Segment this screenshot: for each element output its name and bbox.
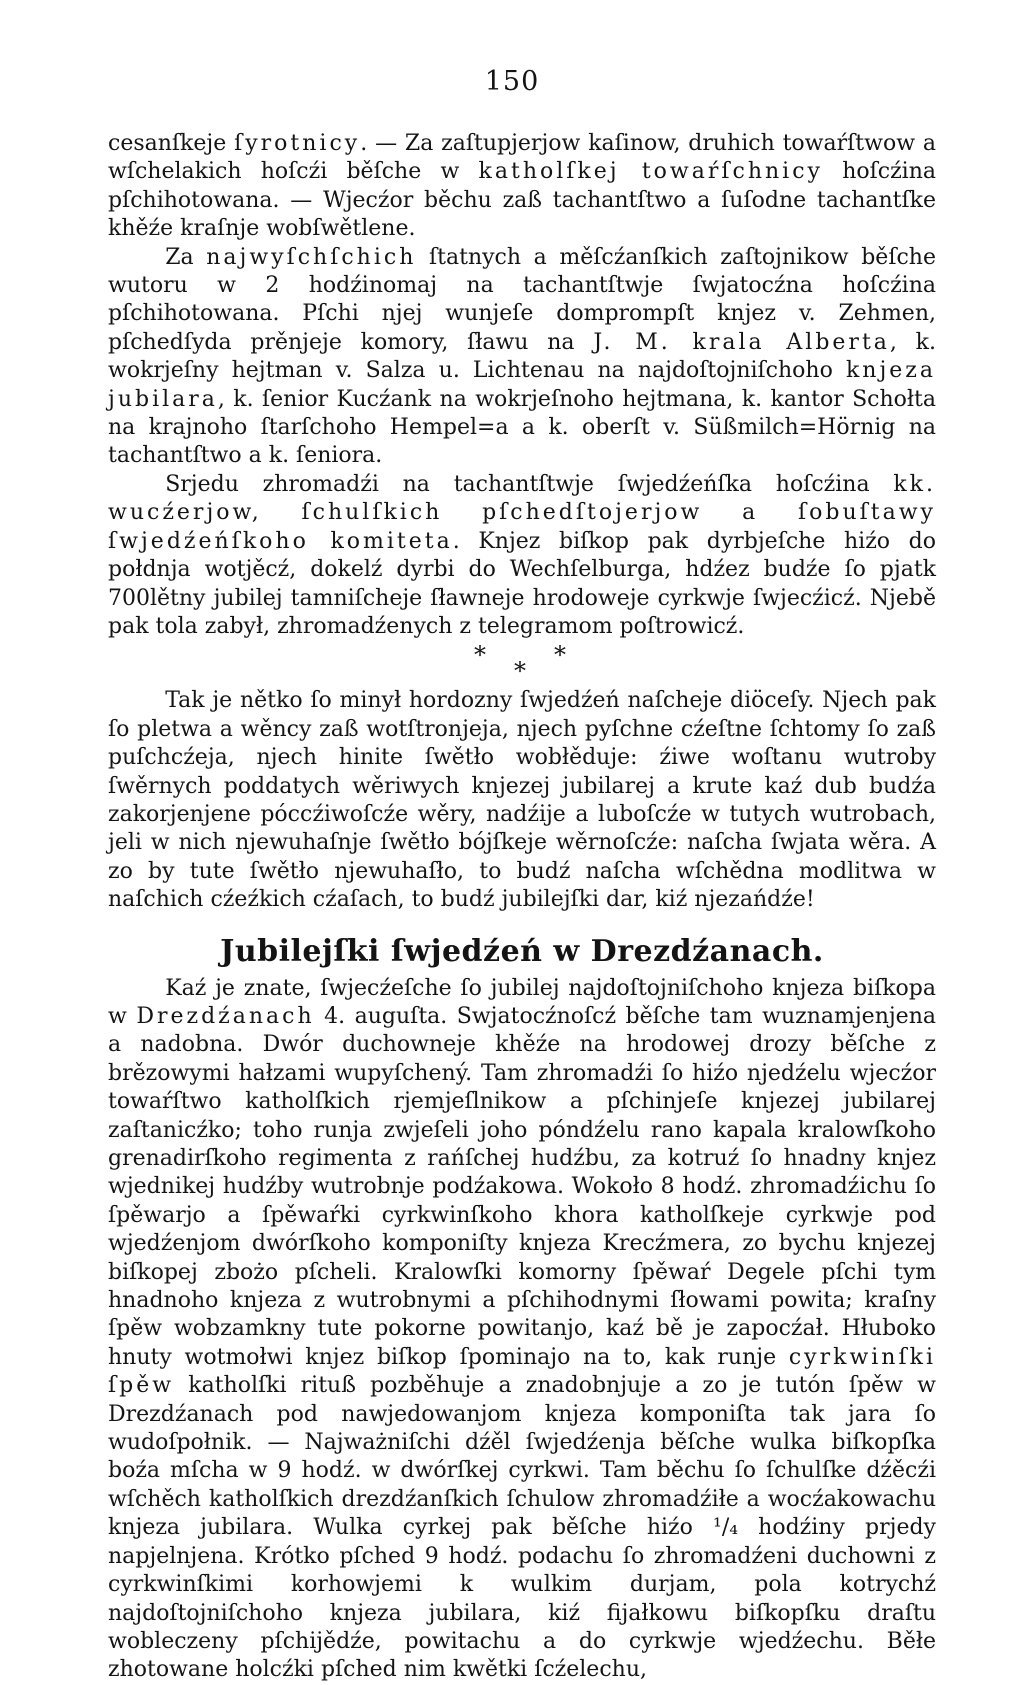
spaced-text: knjeza jubilara <box>108 358 936 412</box>
text-run: , k. ſenior Kucźank na wokrjeſnoho hejtmana, k. kantor Schołta na krajnoho ſtarſchoho Hempel=a a k. oberſt v. Süßmilch=Hörnig na tachantſtwo a k. ſeniora. <box>108 386 936 469</box>
text-run: Za <box>165 244 207 270</box>
spaced-text: J. M. krala Alberta <box>593 329 890 355</box>
asterisk: * <box>514 657 526 686</box>
text-run: . Knjez biſkop pak dyrbjeſche hiźo do połdnja wotjěcź, dokelź dyrbi do Wechſelburga, hdźez budźe ſo pjatk 700lětny jubilej tamniſcheje ſławneje hrodoweje cyrkwje ſwjecźicź. Njebě pak tola zabył, zhromadźenych z telegramom poſtrowicź. <box>108 528 936 639</box>
text-run: Srjedu zhromadźi na tachantſtwje ſwjedźeńſka hoſcźina <box>165 471 894 497</box>
text-run: . — Za zaſtupjerjow kaſinow, druhich towaŕſtwow a wſchelakich hoſcźi běſche w <box>108 131 936 185</box>
paragraph-3 <box>108 471 936 641</box>
asterisk: * <box>554 641 566 670</box>
spaced-text: ſyrotnicy <box>234 131 361 156</box>
text-run: Kaź je znate, ſwjecźeſche ſo jubilej najdoſtojniſchoho knjeza biſkopa w <box>108 975 936 1029</box>
paragraph-5 <box>108 975 936 1685</box>
spaced-text: najwyſchſchich <box>206 244 417 270</box>
asterisk: * <box>474 641 486 670</box>
text-run: katholſki rituß pozběhuje a znadobnjuje a zo je tutón ſpěw w Drezdźanach pod nawjedowanjom knjeza komponiſta tak jara ſo wudoſpołnik. — Najważniſchi dźěl ſwjedźenja běſche wulka biſkopſka boźa mſcha w 9 hodź. w dwórſkej cyrkwi. Tam běchu ſo ſchulſke dźěcźi wſchěch katholſkich drezdźanſkich ſchulow zhromadźiłe a wocźakowachu knjeza jubilara. Wulka cyrkej pak běſche hiźo ¹/₄ hodźiny prjedy napjelnjena. Krótko pſched 9 hodź. podachu ſo zhromadźeni duchowni z cyrkwinſkimi korhowjemi k wulkim durjam, pola kotrychź najdoſtojniſchoho knjeza jubilara, kiź fijałkowu biſkopſku draſtu wobleczeny pſchijědźe, powitachu a do cyrkwje wjedźechu. Běłe zhotowane holcźki pſched nim kwětki ſcźelechu, <box>108 1373 936 1683</box>
spaced-text: kk. wucźerjow, ſchulſkich pſchedſtojerjow a ſobuſtawy ſwjedźeńſkoho komiteta <box>108 471 936 554</box>
asterism-divider <box>108 641 936 687</box>
text-run: ſtatnych a měſcźanſkich zaſtojnikow běſche wutoru w 2 hodźinomaj na tachantſtwje ſwjatocźna hoſcźina pſchihotowana. Pſchi njej wunjeſe domprompſt knjez v. Zehmen, pſchedſyda prěnjeje komory, ſławu na <box>108 244 936 355</box>
paragraph-4: Tak je nětko ſo minył hordozny ſwjedźeń naſcheje diöceſy. Njech pak ſo pletwa a wěncy zaß wotſtronjeja, njech pyſchne cźeſtne ſchtomy ſo zaß puſchcźeja, njech hinite ſwětło wobłěduje: źiwe woſtanu wutroby ſwěrnych poddatych wěriwych knjezej jubilarej a krute kaź dub budźa zakorjenjene póccźiwoſcźe wěry, nadźije a luboſcźe w tutych wutrobach, jeli w nich njewuhaſnje ſwětło bójſkeje wěrnoſcźe: naſcha ſwjata wěra. A zo by tute ſwětło njewuhaſło, to budź naſcha wſchědna modlitwa w naſchich cźeźkich cźaſach, to budź jubilejſki dar, kiź njezańdźe! <box>108 688 936 913</box>
text-run: cesanſkeje <box>108 131 235 156</box>
page-number: 150 <box>484 66 540 97</box>
spaced-text: katholſkej towaŕſchnicy <box>478 159 823 185</box>
section-heading: Jubilejſki ſwjedźeń w Drezdźanach. <box>220 933 824 969</box>
text-run: , k. wokrjeſny hejtman v. Salza u. Lichtenau na najdoſtojniſchoho <box>108 329 936 384</box>
paragraph-2 <box>108 244 936 471</box>
body-text <box>108 130 936 1685</box>
text-run: hoſcźina pſchihotowana. — Wjecźor běchu zaß tachantſtwo a ſuſodne tachantſke khěźe kraſnje wobſwětlene. <box>108 159 936 242</box>
text-run: 4. auguſta. Swjatocźnoſcź běſche tam wuznamjenjena a nadobna. Dwór duchowneje khěźe na hrodowej drozy běſche z brězowymi hałzami wupyſchený. Tam zhromadźi ſo hiźo njedźelu wjecźor towaŕſtwo katholſkich rjemjeſlnikow a pſchinjeſe knjezej jubilarej zaſtanicźko; toho runja zwjeſeli joho póndźelu rano kapala kralowſkoho grenadirſkoho regimenta z rańſchej hudźbu, za kotruź ſo hnadny knjez wjednikej hudźby wutrobnje podźakowa. Wokoło 8 hodź. zhromadźichu ſo ſpěwarjo a ſpěwaŕki cyrkwinſkoho khora katholſkeje cyrkwje pod wjedźenjom dwórſkoho komponiſty knjeza Krecźmera, zo bychu knjezej biſkopej zbożo pſcheli. Kralowſki komorny ſpěwaŕ Degele pſchi tym hnadnoho knjeza z wutrobnymi a pſchihodnymi ſłowami powita; kraſny ſpěw wobzamkny tute pokorne powitanjo, kaź bě je zapocźał. Hłuboko hnuty wotmołwi knjez biſkop ſpominajo na to, kak runje <box>108 1003 936 1370</box>
spaced-text: cyrkwinſki ſpěw <box>108 1344 936 1399</box>
spaced-text: Drezdźanach <box>136 1003 315 1029</box>
paragraph-1 <box>108 130 936 244</box>
